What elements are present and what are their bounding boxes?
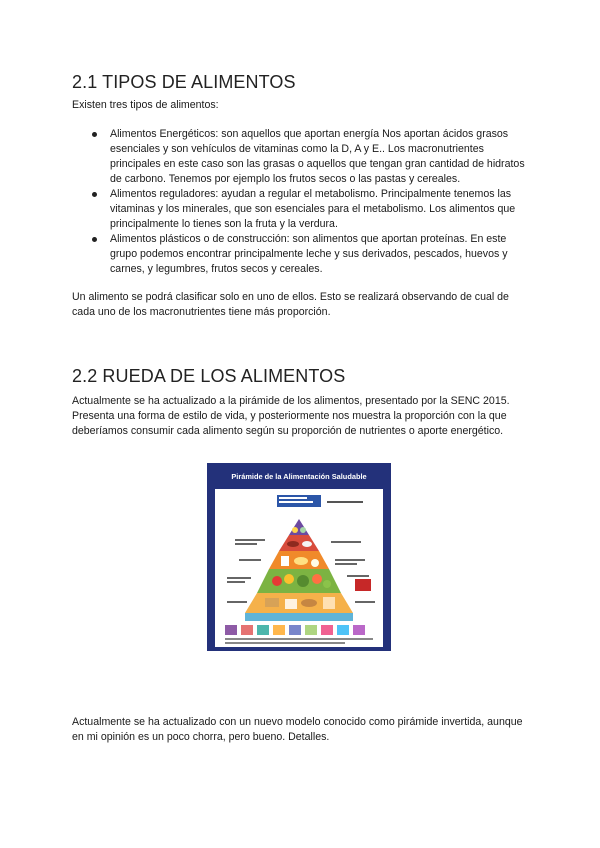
pyramid-paragraph: Actualmente se ha actualizado a la pirámide de los alimentos, presentado por la SENC 2015. Presenta una forma de estilo de vida, y posteriormente nos muestra la proporción con la que deberíamos consumir cada alimento según su proporción de nutrientes o aporte energético. [72, 395, 510, 437]
tier-top [289, 519, 309, 535]
list-item: Alimentos Energéticos: son aquellos que aportan energía Nos aportan ácidos grasos esenciales y son vehículos de vitaminas como la D, A y E.. Los macronutrientes principales en este caso son las grasas o aquellos que tengan gran cantidad de hidratos de carbono. Tenemos por ejemplo los frutos secos o las pastas y cereales. [72, 127, 532, 187]
section-heading-tipos: 2.1 TIPOS DE ALIMENTOS [72, 72, 296, 92]
food-types-list [72, 127, 532, 277]
tier-cereals [245, 593, 353, 613]
tier-water [245, 613, 353, 621]
list-item: Alimentos plásticos o de construcción: son alimentos que aportan proteínas. En este grupo podemos encontrar principalmente leche y sus derivados, pescados, huevos y carnes, y legumbres, frutos secos y cereales. [72, 232, 532, 277]
tier-meat [279, 535, 319, 551]
intro-paragraph: Existen tres tipos de alimentos: [72, 99, 219, 111]
food-pyramid-figure [207, 463, 391, 651]
inverted-pyramid-paragraph: Actualmente se ha actualizado con un nuevo modelo conocido como pirámide invertida, aunque en mi opinión es un poco chorra, pero bueno. Detalles. [72, 716, 523, 743]
list-item: Alimentos reguladores: ayudan a regular el metabolismo. Principalmente tenemos las vitaminas y los minerales, que son esenciales para el metabolismo. Los alimentos que principalmente lo tienes son la fruta y la verdura. [72, 187, 532, 232]
section-heading-rueda: 2.2 RUEDA DE LOS ALIMENTOS [72, 366, 346, 386]
pyramid-illustration [215, 489, 383, 647]
figure-title: Pirámide de la Alimentación Saludable [231, 472, 367, 481]
activity-figures [225, 625, 365, 635]
classification-paragraph: Un alimento se podrá clasificar solo en uno de ellos. Esto se realizará observando de cual de cada uno de los macronutrientes tiene más proporción. [72, 291, 509, 318]
